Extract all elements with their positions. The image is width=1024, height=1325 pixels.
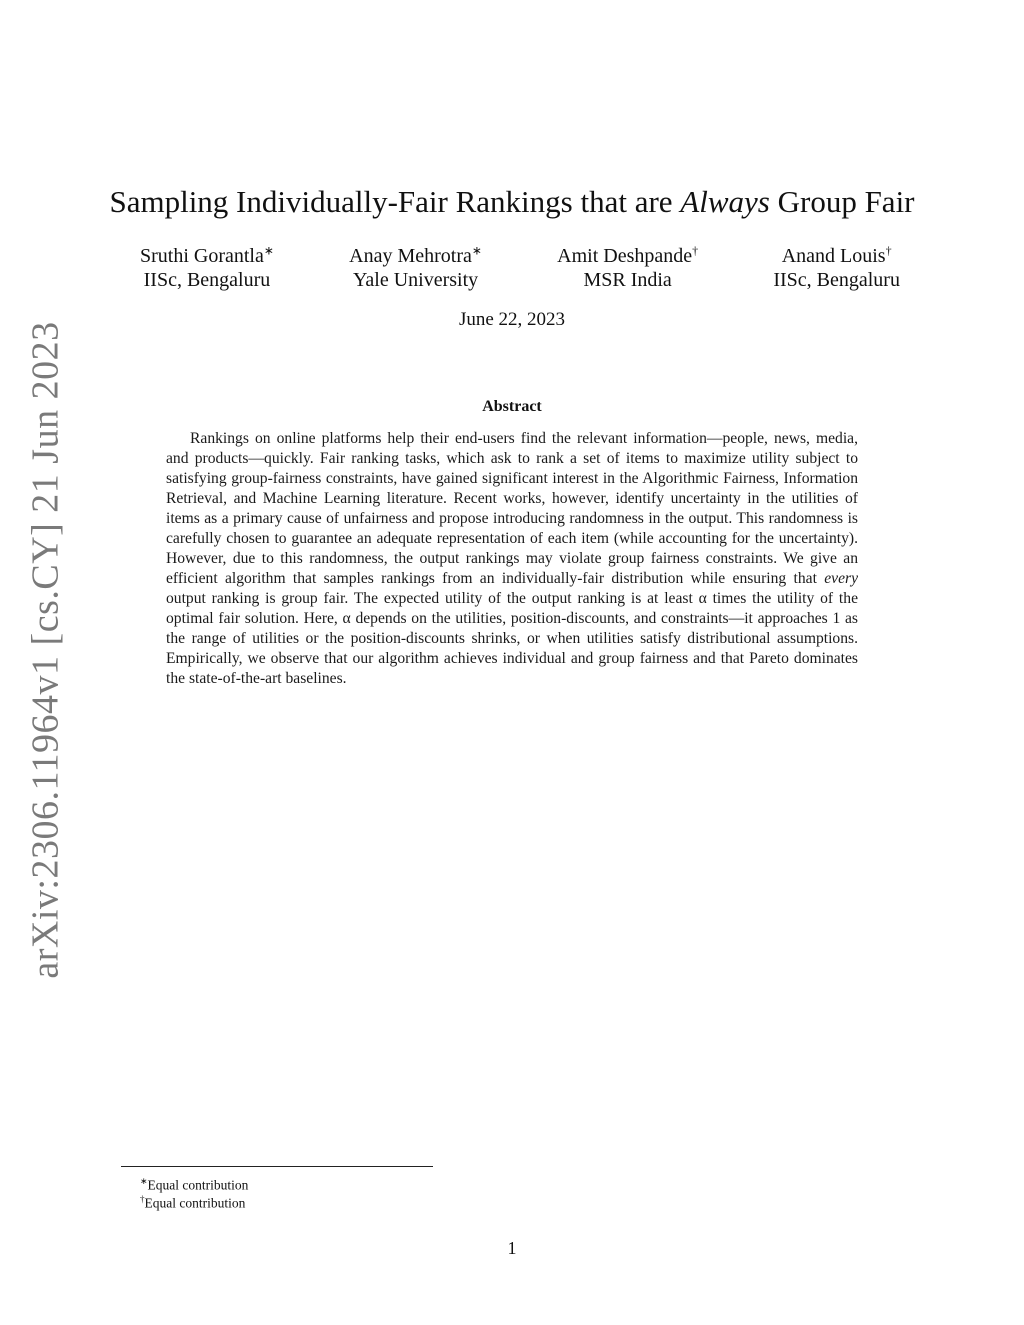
author-footnote-mark: ∗ bbox=[263, 243, 274, 258]
author-affiliation: MSR India bbox=[583, 269, 672, 291]
footnote-text: Equal contribution bbox=[144, 1195, 246, 1211]
paper-title-suffix: Group Fair bbox=[769, 184, 915, 219]
paper-title-prefix: Sampling Individually-Fair Rankings that are bbox=[109, 184, 681, 219]
author-name: Sruthi Gorantla bbox=[140, 245, 264, 267]
abstract-heading: Abstract bbox=[482, 398, 542, 415]
author-affiliation: Yale University bbox=[352, 269, 479, 291]
author-list bbox=[140, 244, 900, 292]
footnote-item bbox=[140, 1190, 245, 1213]
author-affiliation: IISc, Bengaluru bbox=[143, 269, 271, 291]
abstract-body bbox=[166, 429, 858, 689]
author-footnote-mark: † bbox=[692, 243, 699, 258]
author-block bbox=[773, 244, 900, 292]
arxiv-identifier-stamp bbox=[16, 321, 76, 979]
author-affiliation: IISc, Bengaluru bbox=[773, 269, 900, 291]
author-name: Anay Mehrotra bbox=[349, 245, 472, 267]
author-name: Anand Louis bbox=[781, 245, 886, 267]
author-block bbox=[140, 244, 274, 292]
author-name: Amit Deshpande bbox=[557, 245, 693, 267]
author-block bbox=[557, 244, 698, 292]
footnote-text: Equal contribution bbox=[147, 1177, 249, 1193]
abstract-text-part1: Rankings on online platforms help their end-users find the relevant information—people, news, media, and products—quickly. Fair ranking tasks, which ask to rank a set of items to maximize utility subject to satisfying group-fairness constraints, have gained significant interest in the Algorithmic Fairness, Information Retrieval, and Machine Learning literature. Recent works, however, identify uncertainty in the utilities of items as a primary cause of unfairness and propose introducing randomness in the output. This randomness is carefully chosen to guarantee an adequate representation of each item (while accounting for the uncertainty). However, due to this randomness, the output rankings may violate group fairness constraints. We give an efficient algorithm that samples rankings from an individually-fair distribution while ensuring that bbox=[166, 430, 858, 587]
author-block bbox=[349, 244, 482, 292]
paper-title-emphasis: Always bbox=[680, 184, 770, 219]
footnote-mark: ∗ bbox=[140, 1176, 148, 1186]
publication-date: June 22, 2023 bbox=[458, 309, 566, 330]
footnote-mark: † bbox=[140, 1194, 145, 1204]
author-footnote-mark: † bbox=[885, 243, 892, 258]
paper-title bbox=[0, 182, 1024, 222]
footnote-divider bbox=[121, 1166, 433, 1167]
author-footnote-mark: ∗ bbox=[471, 243, 482, 258]
arxiv-identifier: arXiv:2306.11964v1 [cs.CY] 21 Jun 2023 bbox=[25, 321, 67, 979]
page-number: 1 bbox=[507, 1238, 517, 1258]
abstract-text-emphasis: every bbox=[824, 570, 858, 587]
abstract-text-part2: output ranking is group fair. The expected utility of the output ranking is at least α times the utility of the optimal fair solution. Here, α depends on the utilities, position-discounts, and constraints—it approaches 1 as the range of utilities or the position-discounts shrinks, or when utilities satisfy distributional assumptions. Empirically, we observe that our algorithm achieves individual and group fairness and that Pareto dominates the state-of-the-art baselines. bbox=[166, 590, 858, 687]
